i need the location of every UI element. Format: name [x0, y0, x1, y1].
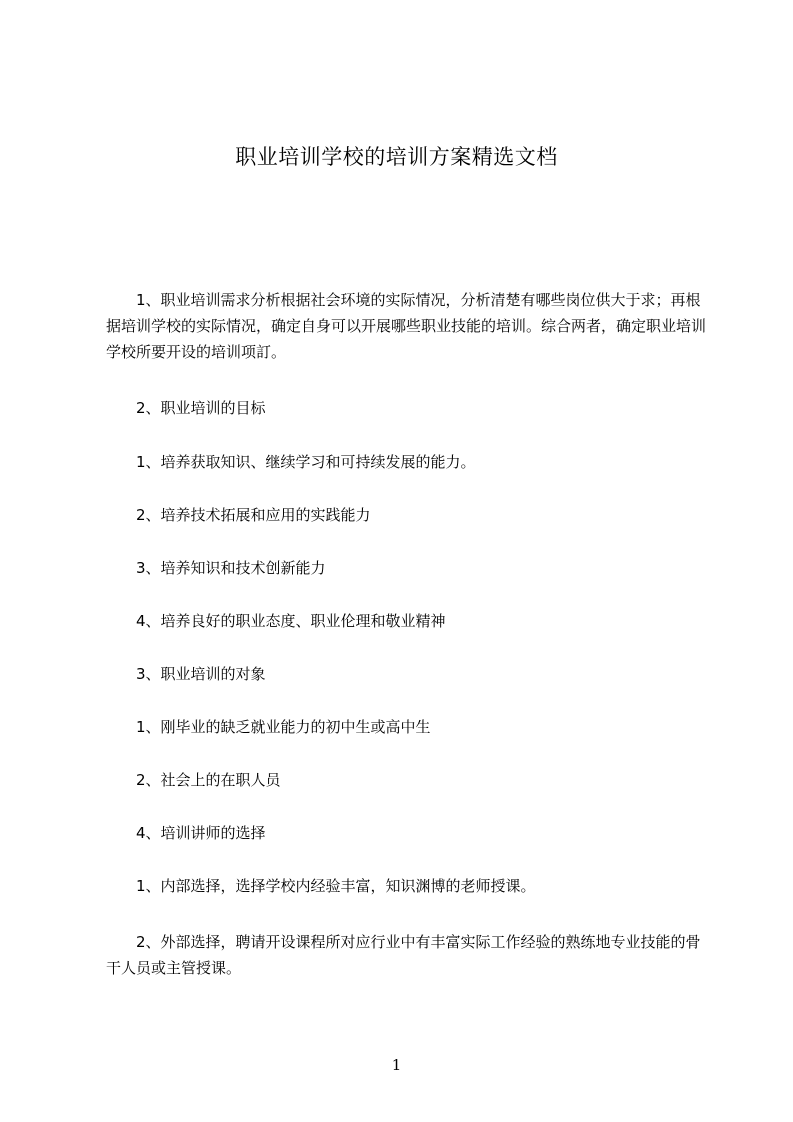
list-item: 3、培养知识和技术创新能力	[136, 559, 326, 577]
heading-instructor-selection: 4、培训讲师的选择	[136, 824, 266, 842]
list-item: 4、培养良好的职业态度、职业伦理和敬业精神	[136, 612, 446, 630]
list-item: 2、培养技术拓展和应用的实践能力	[136, 506, 371, 524]
list-item: 2、社会上的在职人员	[136, 771, 281, 789]
list-item: 1、刚毕业的缺乏就业能力的初中生或高中生	[136, 718, 431, 736]
page-title: 职业培训学校的培训方案精选文档	[235, 145, 558, 169]
list-item: 2、外部选择，聘请开设课程所对应行业中有丰富实际工作经验的熟练地专业技能的骨干人员或主管授课。	[106, 933, 701, 977]
heading-training-targets: 3、职业培训的对象	[136, 665, 266, 683]
heading-training-goals: 2、职业培训的目标	[136, 399, 266, 417]
paragraph-needs-analysis: 1、职业培训需求分析根据社会环境的实际情况，分析清楚有哪些岗位供大于求；再根据培训学校的实际情况，确定自身可以开展哪些职业技能的培训。综合两者，确定职业培训学校所要开设的培训项訂。	[106, 291, 707, 361]
list-item: 1、内部选择，选择学校内经验丰富，知识渊博的老师授课。	[136, 877, 536, 895]
page-number: 1	[391, 1056, 402, 1074]
list-item: 1、培养获取知识、继续学习和可持续发展的能力。	[136, 453, 476, 471]
